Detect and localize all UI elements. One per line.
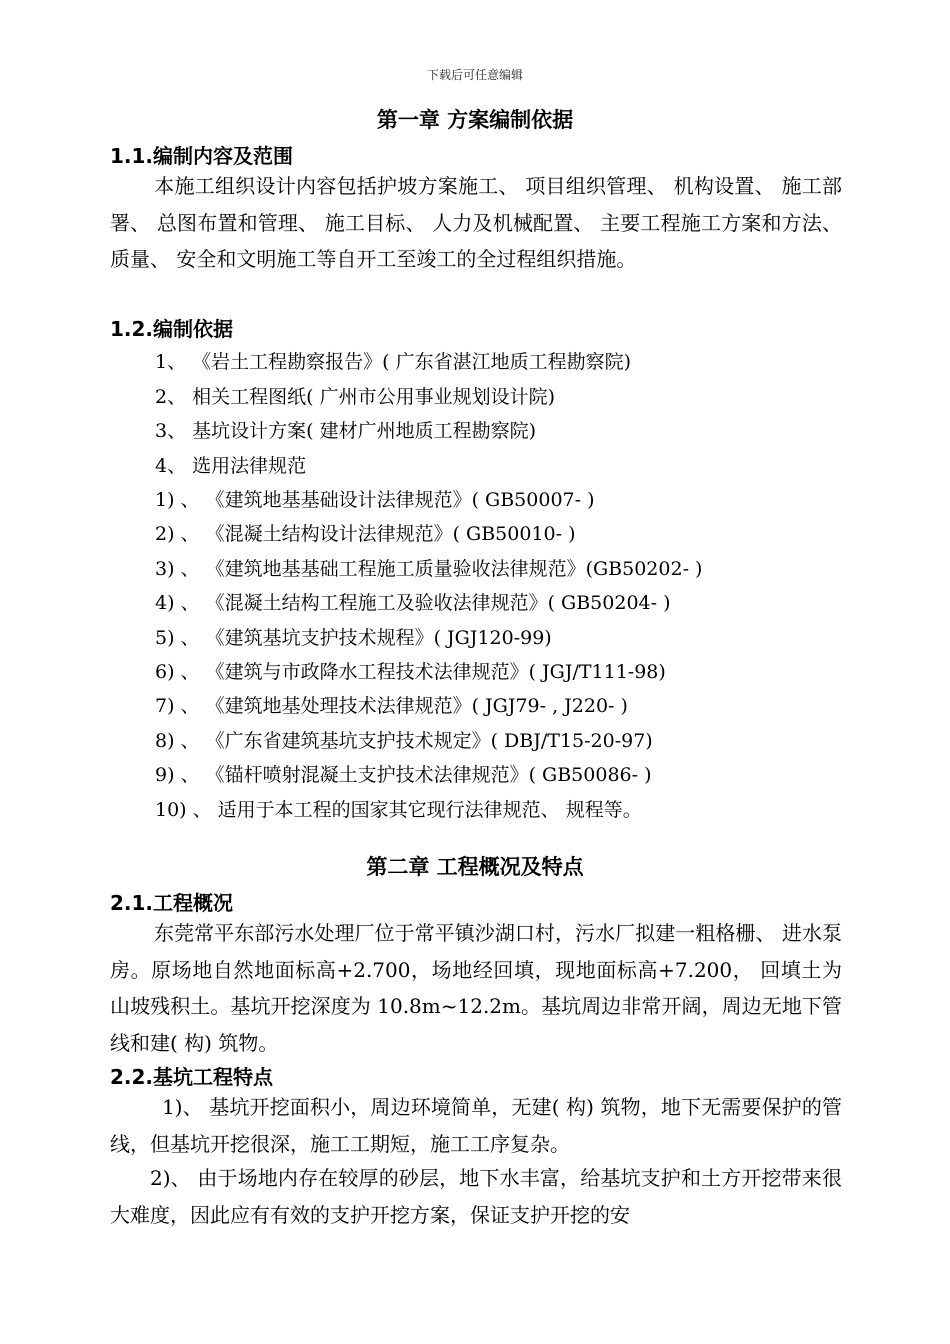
section-1-1-text: 本施工组织设计内容包括护坡方案施工、 项目组织管理、 机构设置、 施工部署、 总图布置和管理、 施工目标、 人力及机械配置、 主要工程施工方案和方法、 质量、 安全和文明施工等自开工至竣工的全过程组织措施。 bbox=[110, 174, 842, 271]
basis-item: 3、 基坑设计方案( 建材广州地质工程勘察院) bbox=[155, 420, 536, 442]
code-item: 6) 、 《建筑与市政降水工程技术法律规范》( JGJ/T111-98) bbox=[155, 661, 666, 683]
code-item: 2) 、 《混凝土结构设计法律规范》( GB50010- ) bbox=[155, 523, 576, 545]
basis-item: 2、 相关工程图纸( 广州市公用事业规划设计院) bbox=[155, 386, 555, 408]
code-item: 9) 、 《锚杆喷射混凝土支护技术法律规范》( GB50086- ) bbox=[155, 764, 652, 786]
chapter-2-title: 第二章 工程概况及特点 bbox=[366, 855, 584, 879]
section-2-1-body bbox=[110, 915, 842, 1061]
section-2-1-heading: 2.1.工程概况 bbox=[110, 891, 234, 915]
code-item: 7) 、 《建筑地基处理技术法律规范》( JGJ79- , J220- ) bbox=[155, 695, 628, 717]
code-item: 4) 、 《混凝土结构工程施工及验收法律规范》( GB50204- ) bbox=[155, 592, 671, 614]
code-item: 5) 、 《建筑基坑支护技术规程》( JGJ120-99) bbox=[155, 627, 552, 649]
chapter-1-title: 第一章 方案编制依据 bbox=[376, 108, 574, 132]
section-2-2-point-1-text: 1)、 基坑开挖面积小，周边环境简单，无建( 构) 筑物，地下无需要保护的管线，但基坑开挖很深，施工工期短，施工工序复杂。 bbox=[110, 1095, 842, 1156]
section-2-2-point-2 bbox=[110, 1160, 842, 1233]
code-item: 3) 、 《建筑地基基础工程施工质量验收法律规范》(GB50202- ) bbox=[155, 558, 703, 580]
section-1-1-heading: 1.1.编制内容及范围 bbox=[110, 144, 294, 168]
header-note: 下载后可任意编辑 bbox=[426, 68, 523, 82]
section-2-2-point-1 bbox=[110, 1089, 842, 1162]
section-2-2-heading: 2.2.基坑工程特点 bbox=[110, 1065, 274, 1089]
section-2-2-point-2-text: 2)、 由于场地内存在较厚的砂层，地下水丰富，给基坑支护和土方开挖带来很大难度，因此应有有效的支护开挖方案，保证支护开挖的安 bbox=[110, 1166, 842, 1227]
code-item: 8) 、 《广东省建筑基坑支护技术规定》( DBJ/T15-20-97) bbox=[155, 730, 653, 752]
section-1-2-heading: 1.2.编制依据 bbox=[110, 317, 234, 341]
code-item: 1) 、 《建筑地基基础设计法律规范》( GB50007- ) bbox=[155, 489, 595, 511]
basis-item: 4、 选用法律规范 bbox=[155, 455, 307, 477]
code-item: 10) 、 适用于本工程的国家其它现行法律规范、 规程等。 bbox=[155, 799, 642, 821]
section-2-1-text: 东莞常平东部污水处理厂位于常平镇沙湖口村，污水厂拟建一粗格栅、 进水泵房。原场地自然地面标高+2.700，场地经回填，现地面标高+7.200， 回填土为山坡残积土。基坑开挖深度为 10.8m~12.2m。基坑周边非常开阔，周边无地下管线和建( 构) 筑物。 bbox=[110, 921, 842, 1055]
section-1-1-body bbox=[110, 168, 842, 278]
basis-item: 1、 《岩土工程勘察报告》( 广东省湛江地质工程勘察院) bbox=[155, 351, 631, 373]
